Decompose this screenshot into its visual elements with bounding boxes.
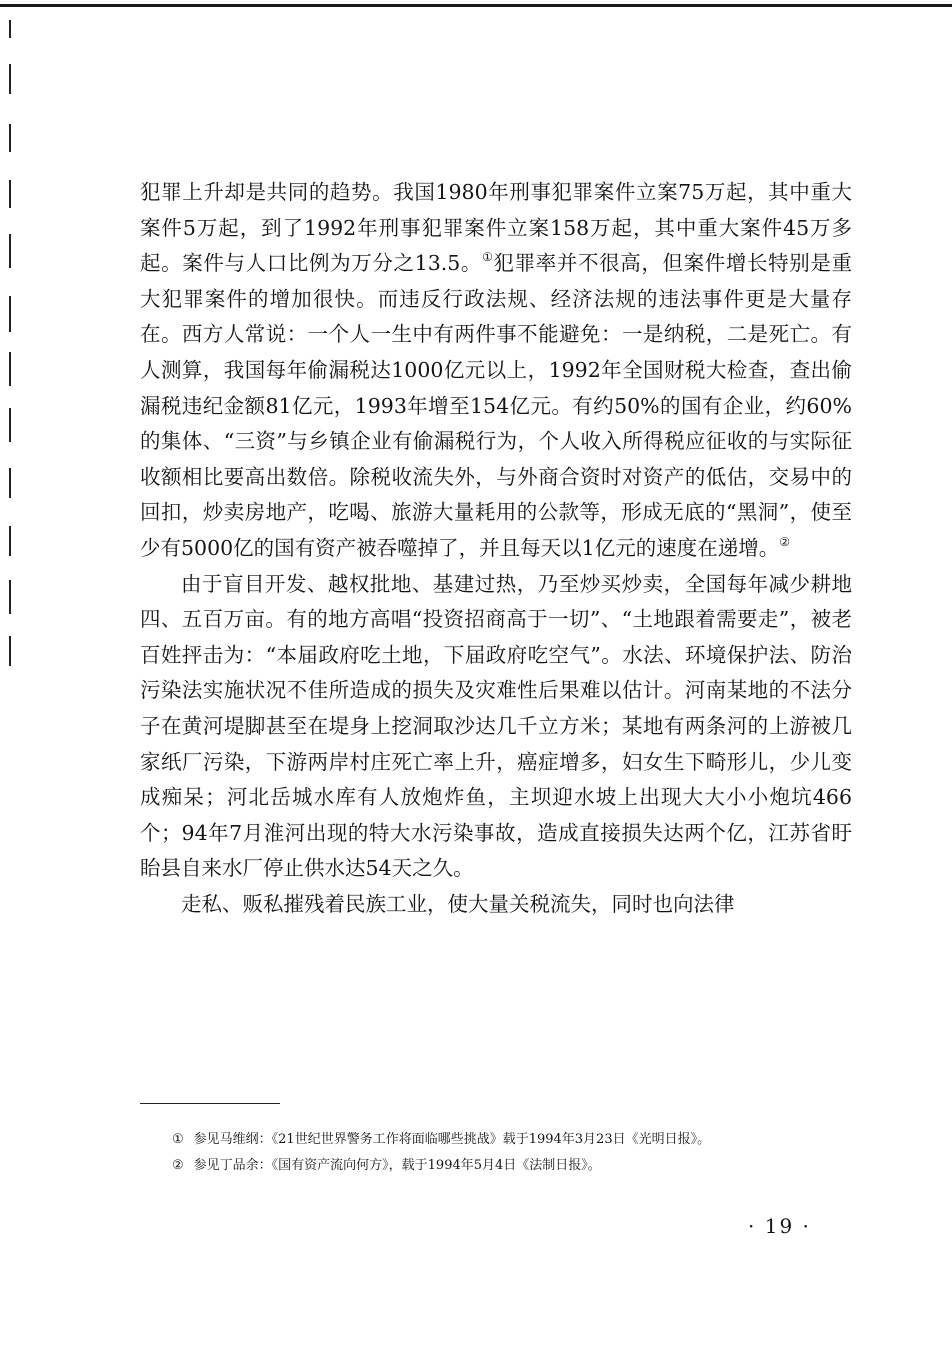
paragraph-3: 走私、贩私摧残着民族工业，使大量关税流失，同时也向法律	[181, 891, 735, 916]
footnote-separator	[140, 1103, 280, 1104]
footnote-2-mark: ②	[172, 1158, 184, 1173]
footnote-1-text: 参见马维纲：《21世纪世界警务工作将面临哪些挑战》载于1994年3月23日《光明日报》。	[193, 1132, 711, 1147]
footnote-ref-1: ①	[482, 250, 494, 265]
scan-margin-marks	[0, 0, 20, 700]
footnote-1-mark: ①	[172, 1132, 184, 1147]
paragraph-1-part-a: 犯罪上升却是共同的趋势。我国1980年刑事犯罪案件立案75万起，其中重大案件5万起，到了1992年刑事犯罪案件立案158万起，其中重大案件45万多起。案件与人口比例为万分之13.5。	[140, 180, 852, 276]
footnote-2	[140, 1153, 852, 1179]
footnote-ref-2: ②	[779, 534, 790, 549]
footnote-1	[140, 1127, 852, 1153]
footnotes	[140, 1127, 852, 1179]
top-border-rule	[0, 4, 952, 7]
paragraph-1-part-b: 犯罪率并不很高，但案件增长特别是重大犯罪案件的增加很快。而违反行政法规、经济法规的违法事件更是大量存在。西方人常说：一个人一生中有两件事不能避免：一是纳税，二是死亡。有人测算，我国每年偷漏税达1000亿元以上，1992年全国财税大检查，查出偷漏税违纪金额81亿元，1993年增至154亿元。有约50%的国有企业，约60%的集体、“三资”与乡镇企业有偷漏税行为，个人收入所得税应征收的与实际征收额相比要高出数倍。除税收流失外，与外商合资时对资产的低估，交易中的回扣，炒卖房地产，吃喝、旅游大量耗用的公款等，形成无底的“黑洞”，使至少有5000亿的国有资产被吞噬掉了，并且每天以1亿元的速度在递增。	[140, 251, 852, 560]
page-number: · 19 ·	[748, 1214, 811, 1238]
footnote-2-text: 参见丁品余：《国有资产流向何方》，载于1994年5月4日《法制日报》。	[193, 1158, 601, 1173]
paragraph-2: 由于盲目开发、越权批地、基建过热，乃至炒买炒卖，全国每年减少耕地四、五百万亩。有的地方高唱“投资招商高于一切”、“土地跟着需要走”，被老百姓抨击为：“本届政府吃土地，下届政府吃空气”。水法、环境保护法、防治污染法实施状况不佳所造成的损失及灾难性后果难以估计。河南某地的不法分子在黄河堤脚甚至在堤身上挖洞取沙达几千立方米；某地有两条河的上游被几家纸厂污染，下游两岸村庄死亡率上升，癌症增多，妇女生下畸形儿，少儿变成痴呆；河北岳城水库有人放炮炸鱼，主坝迎水坡上出现大大小小炮坑466个；94年7月淮河出现的特大水污染事故，造成直接损失达两个亿，江苏省盱眙县自来水厂停止供水达54天之久。	[140, 571, 852, 881]
body-text	[140, 175, 852, 922]
paragraph-1	[140, 175, 852, 567]
